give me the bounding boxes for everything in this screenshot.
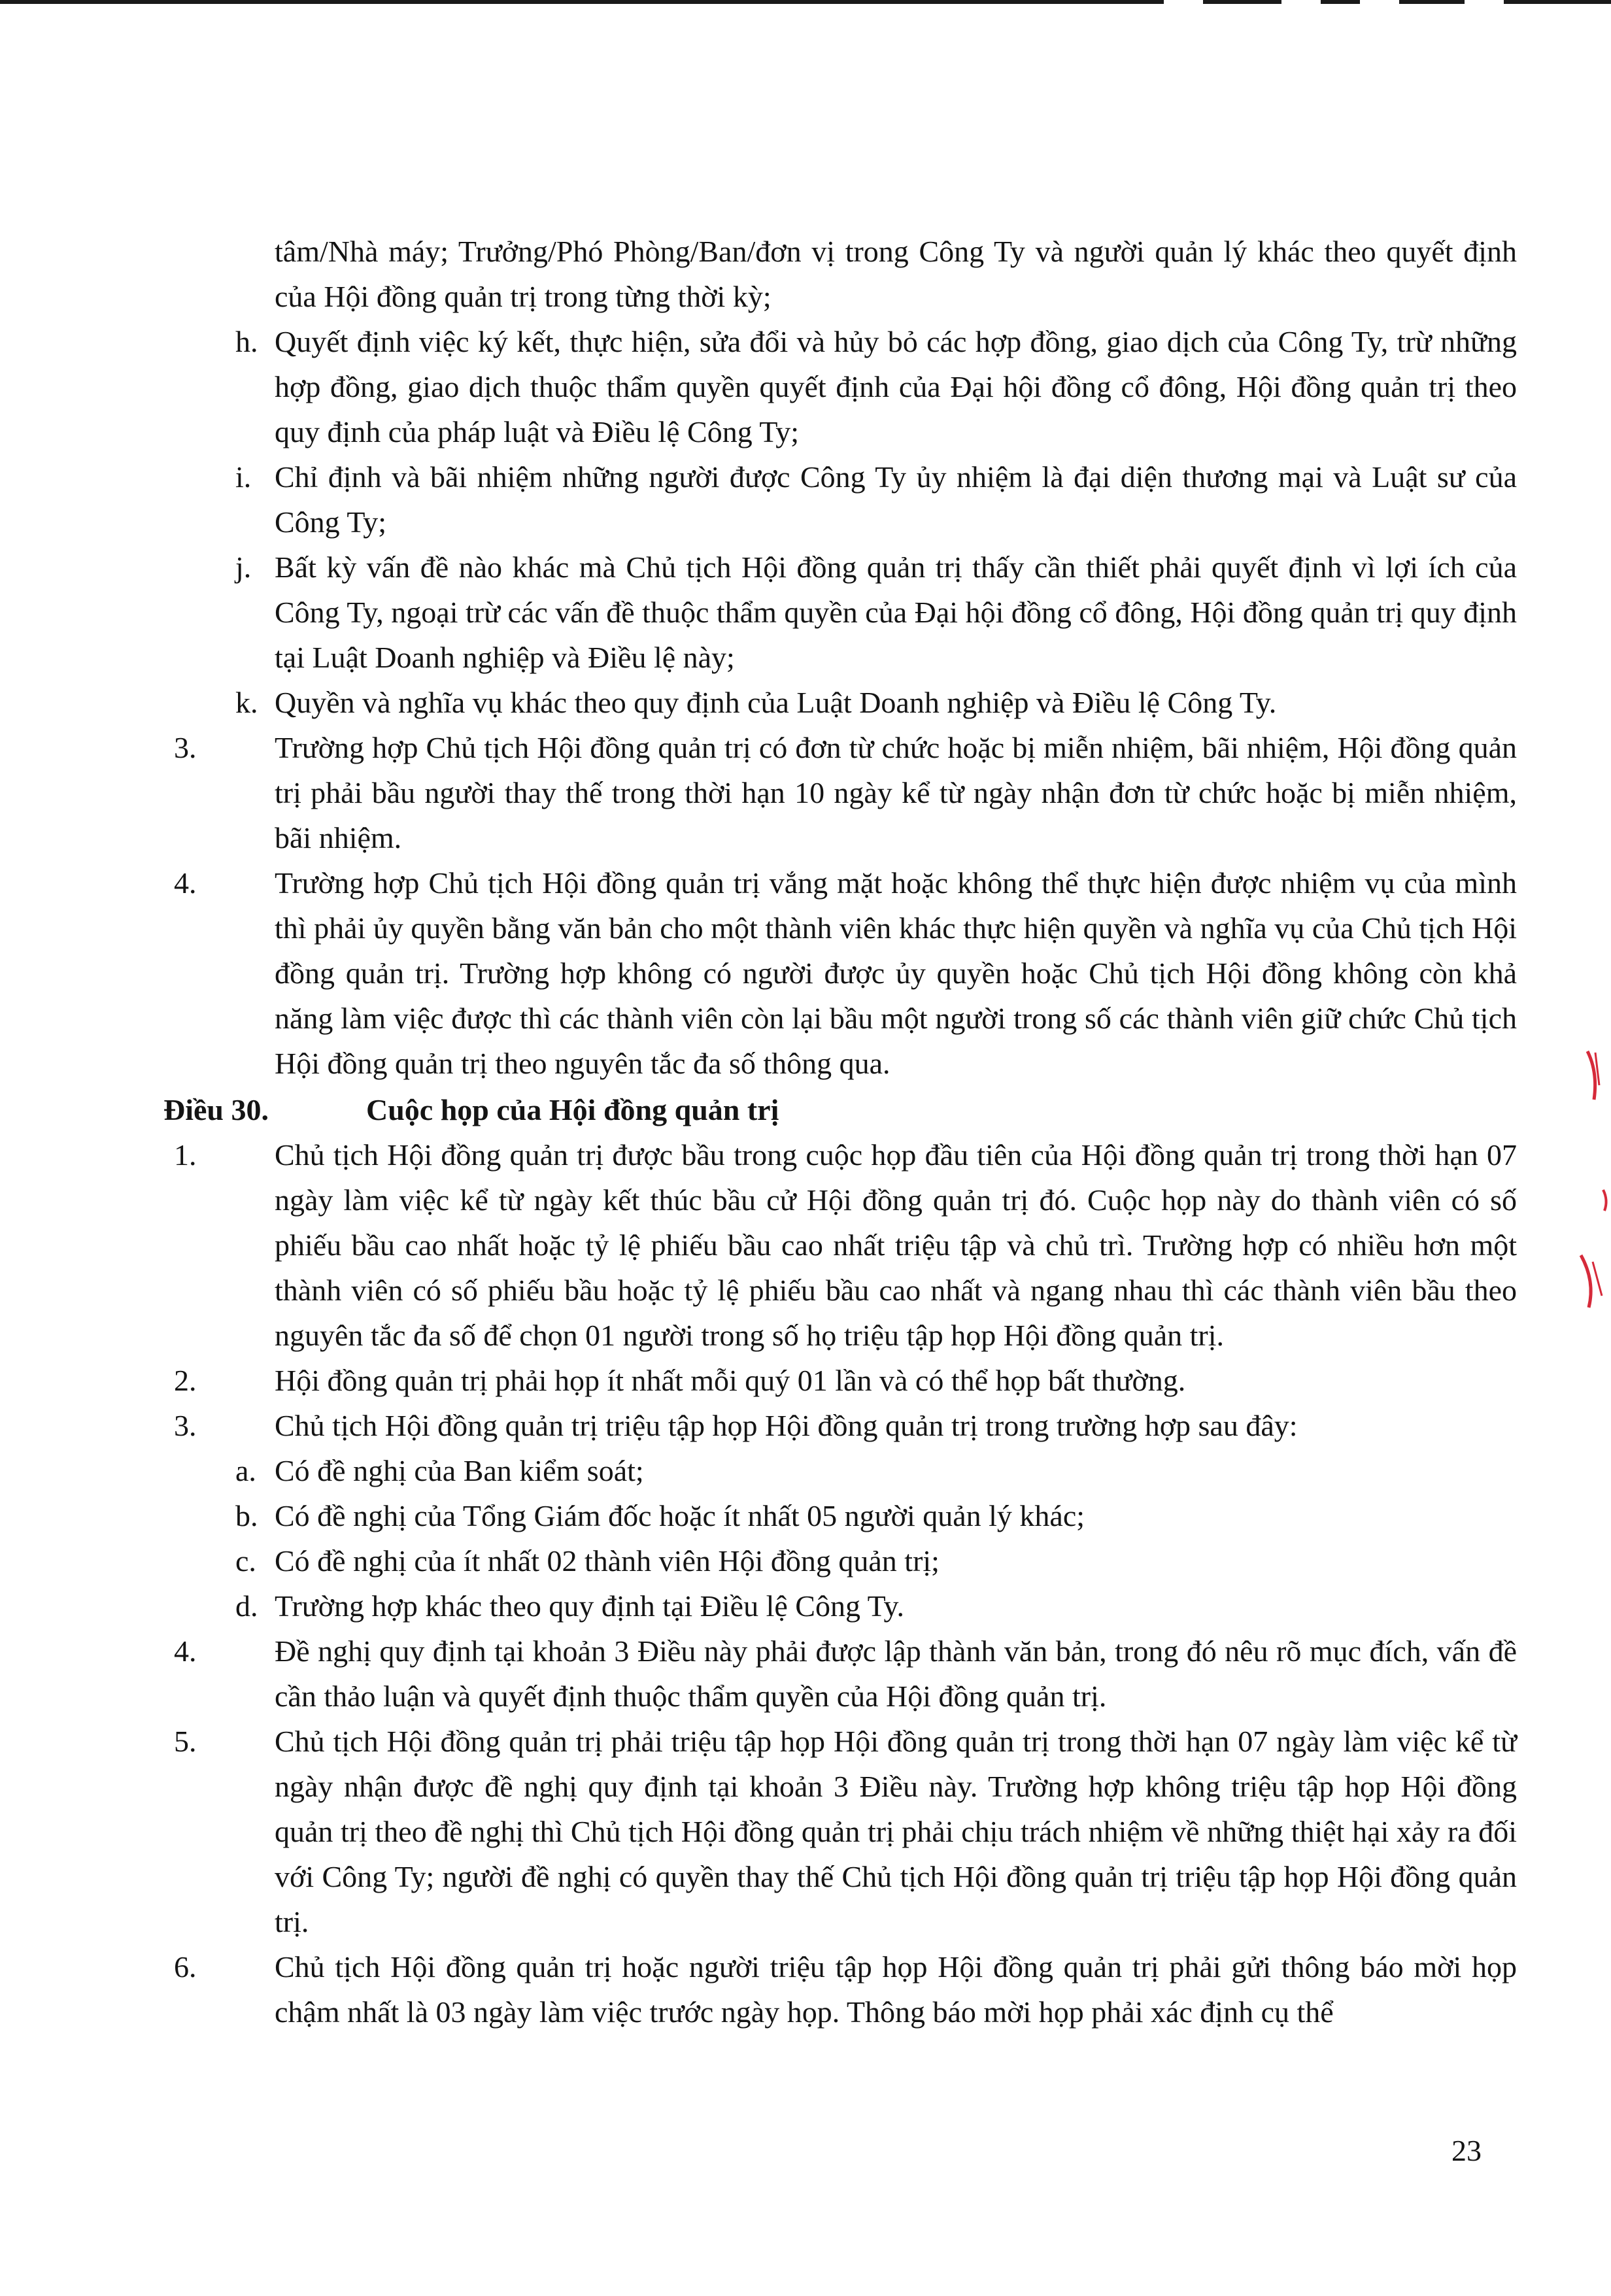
article-number: Điều 30. [163,1093,269,1126]
item-number: 2. [174,1364,197,1397]
item-text: Có đề nghị của Ban kiểm soát; [275,1454,644,1487]
item-number: c. [235,1544,256,1578]
sub-item-j [163,545,1517,680]
item-number: k. [235,686,258,719]
item-number: d. [235,1589,258,1623]
item-number: i. [235,460,252,494]
item-text: Có đề nghị của ít nhất 02 thành viên Hội đồng quản trị; [275,1544,940,1578]
seal-edge-marks [1569,1039,1611,1327]
item-text: Bất kỳ vấn đề nào khác mà Chủ tịch Hội đồng quản trị thấy cần thiết phải quyết định vì lợi ích của Công Ty, ngoại trừ các vấn đề thuộc thẩm quyền của Đại hội đồng cổ đông, Hội đồng quản trị quy định tại Luật Doanh nghiệp và Điều lệ này; [275,550,1517,674]
paragraph-text: tâm/Nhà máy; Trưởng/Phó Phòng/Ban/đơn vị trong Công Ty và người quản lý khác theo quyết định của Hội đồng quản trị trong từng thời kỳ; [275,235,1517,313]
item-number: a. [235,1454,256,1487]
item-text: Có đề nghị của Tổng Giám đốc hoặc ít nhất 05 người quản lý khác; [275,1499,1085,1532]
clause-4 [163,860,1517,1086]
scan-edge-mark [1399,0,1465,4]
scan-edge-mark [1504,0,1611,4]
item-text: Quyền và nghĩa vụ khác theo quy định của Luật Doanh nghiệp và Điều lệ Công Ty. [275,686,1277,719]
scan-edge-mark [0,0,1164,4]
article-heading [163,1087,1517,1132]
item-text: Quyết định việc ký kết, thực hiện, sửa đổi và hủy bỏ các hợp đồng, giao dịch của Công Ty, trừ những hợp đồng, giao dịch thuộc thẩm quyền quyết định của Đại hội đồng cổ đông, Hội đồng quản trị theo quy định của pháp luật và Điều lệ Công Ty; [275,325,1517,448]
item-number: 6. [174,1950,197,1984]
sub-item-k [163,680,1517,725]
article-sub-item-b [163,1493,1517,1538]
scan-edge-mark [1203,0,1281,4]
document-page [163,229,1517,2034]
item-number: 1. [174,1138,197,1172]
item-text: Đề nghị quy định tại khoản 3 Điều này phải được lập thành văn bản, trong đó nêu rõ mục đích, vấn đề cần thảo luận và quyết định thuộc thẩm quyền của Hội đồng quản trị. [275,1634,1517,1713]
sub-item-i [163,454,1517,545]
item-number: b. [235,1499,258,1532]
article-clause-2 [163,1358,1517,1403]
continued-paragraph [163,229,1517,319]
item-number: 3. [174,731,197,764]
page-number: 23 [1451,2134,1482,2167]
article-sub-item-d [163,1583,1517,1629]
article-clause-5 [163,1719,1517,1944]
item-text: Trường hợp Chủ tịch Hội đồng quản trị vắng mặt hoặc không thể thực hiện được nhiệm vụ của mình thì phải ủy quyền bằng văn bản cho một thành viên khác thực hiện quyền và nghĩa vụ của Chủ tịch Hội đồng quản trị. Trường hợp không có người được ủy quyền hoặc Chủ tịch Hội đồng không còn khả năng làm việc được thì các thành viên còn lại bầu một người trong số các thành viên giữ chức Chủ tịch Hội đồng quản trị theo nguyên tắc đa số thông qua. [275,866,1517,1080]
item-number: 5. [174,1725,197,1758]
item-text: Hội đồng quản trị phải họp ít nhất mỗi quý 01 lần và có thể họp bất thường. [275,1364,1186,1397]
item-text: Chủ tịch Hội đồng quản trị triệu tập họp Hội đồng quản trị trong trường hợp sau đây: [275,1409,1298,1442]
article-title: Cuộc họp của Hội đồng quản trị [366,1093,779,1126]
item-number: j. [235,550,252,584]
item-number: 4. [174,1634,197,1668]
item-text: Chỉ định và bãi nhiệm những người được Công Ty ủy nhiệm là đại diện thương mại và Luật sư của Công Ty; [275,460,1517,539]
article-clause-3 [163,1403,1517,1448]
article-clause-1 [163,1132,1517,1358]
item-text: Trường hợp Chủ tịch Hội đồng quản trị có đơn từ chức hoặc bị miễn nhiệm, bãi nhiệm, Hội đồng quản trị phải bầu người thay thế trong thời hạn 10 ngày kể từ ngày nhận đơn từ chức hoặc bị miễn nhiệm, bãi nhiệm. [275,731,1517,854]
item-text: Chủ tịch Hội đồng quản trị được bầu trong cuộc họp đầu tiên của Hội đồng quản trị trong thời hạn 07 ngày làm việc kể từ ngày kết thúc bầu cử Hội đồng quản trị đó. Cuộc họp này do thành viên có số phiếu bầu cao nhất hoặc tỷ lệ phiếu bầu cao nhất triệu tập và chủ trì. Trường hợp có nhiều hơn một thành viên có số phiếu bầu hoặc tỷ lệ phiếu bầu cao nhất và ngang nhau thì các thành viên bầu theo nguyên tắc đa số để chọn 01 người trong số họ triệu tập họp Hội đồng quản trị. [275,1138,1517,1352]
article-clause-4 [163,1629,1517,1719]
item-text: Trường hợp khác theo quy định tại Điều lệ Công Ty. [275,1589,905,1623]
article-sub-item-c [163,1538,1517,1583]
article-sub-item-a [163,1448,1517,1493]
article-clause-6 [163,1944,1517,2034]
item-number: 4. [174,866,197,900]
scan-edge-mark [1321,0,1360,4]
item-number: h. [235,325,258,358]
item-number: 3. [174,1409,197,1442]
clause-3 [163,725,1517,860]
item-text: Chủ tịch Hội đồng quản trị phải triệu tập họp Hội đồng quản trị trong thời hạn 07 ngày làm việc kể từ ngày nhận được đề nghị quy định tại khoản 3 Điều này. Trường hợp không triệu tập họp Hội đồng quản trị theo đề nghị thì Chủ tịch Hội đồng quản trị phải chịu trách nhiệm về những thiệt hại xảy ra đối với Công Ty; người đề nghị có quyền thay thế Chủ tịch Hội đồng quản trị triệu tập họp Hội đồng quản trị. [275,1725,1517,1938]
item-text: Chủ tịch Hội đồng quản trị hoặc người triệu tập họp Hội đồng quản trị phải gửi thông báo mời họp chậm nhất là 03 ngày làm việc trước ngày họp. Thông báo mời họp phải xác định cụ thể [275,1950,1517,2029]
sub-item-h [163,319,1517,454]
